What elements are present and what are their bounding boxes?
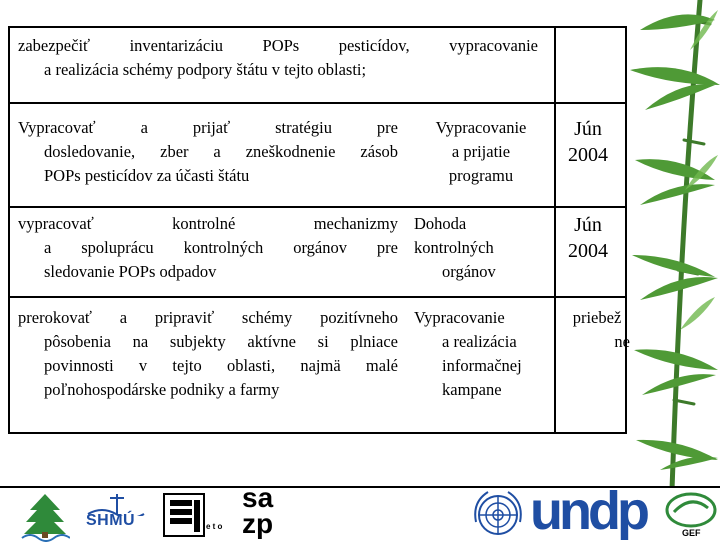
output-line: Vypracovanie <box>435 118 527 137</box>
task-line: zabezpečiť inventarizáciu POPs pesticídov, vypracovanie <box>18 36 538 55</box>
table-row <box>10 102 625 206</box>
undp-logo-text: undp <box>530 488 646 541</box>
term-line: 2004 <box>568 240 608 262</box>
task-line: a spoluprácu kontrolných orgánov pre <box>44 238 398 257</box>
strategy-table <box>8 26 630 434</box>
table-row <box>10 206 625 296</box>
shmu-logo <box>84 488 150 542</box>
output-line: programu <box>448 166 514 185</box>
tree-logo-icon <box>20 488 70 542</box>
task-cell <box>18 34 538 82</box>
footer-logo-bar <box>0 482 720 542</box>
output-line: a prijatie <box>451 142 511 161</box>
output-line: kontrolných <box>414 238 494 257</box>
output-cell <box>414 212 554 284</box>
task-line: povinnosti v tejto oblasti, najmä malé <box>44 356 398 375</box>
task-line: pôsobenia na subjekty aktívne si plniace <box>44 332 398 351</box>
term-cell <box>555 212 621 264</box>
output-line: informačnej <box>442 356 522 375</box>
seto-logo <box>160 488 230 542</box>
table-row <box>10 28 625 102</box>
term-line: priebež <box>572 308 622 327</box>
sazp-logo <box>240 482 294 542</box>
sazp-logo-top: sa <box>242 482 274 513</box>
task-cell <box>18 212 398 284</box>
seto-logo-text: e t o <box>206 522 223 531</box>
task-cell <box>18 116 398 188</box>
output-line: orgánov <box>442 262 496 281</box>
building-icon <box>162 492 206 538</box>
term-line: Jún <box>574 214 602 236</box>
shmu-logo-text: SHMÚ <box>86 512 136 529</box>
output-line: Dohoda <box>414 214 467 233</box>
output-cell <box>411 116 551 188</box>
gef-swirl-icon <box>664 490 718 530</box>
term-cell <box>555 116 621 168</box>
undp-logo <box>530 488 656 542</box>
gef-logo-text: GEF <box>682 528 701 538</box>
task-line: dosledovanie, zber a zneškodnenie zásob <box>44 142 398 161</box>
output-cell <box>414 306 554 402</box>
task-cell <box>18 306 398 402</box>
output-line: Vypracovanie <box>414 308 505 327</box>
task-line: POPs pesticídov za účasti štátu <box>44 166 250 185</box>
output-line: kampane <box>442 380 502 399</box>
term-line: Jún <box>574 118 602 140</box>
output-line: a realizácia <box>442 332 517 351</box>
gef-logo <box>664 488 718 542</box>
term-cell <box>558 306 636 354</box>
term-line: ne <box>614 332 630 351</box>
task-line: sledovanie POPs odpadov <box>44 262 217 281</box>
task-line: poľnohospodárske podniky a farmy <box>44 380 280 399</box>
term-line: 2004 <box>568 144 608 166</box>
sazp-logo-bottom: zp <box>242 508 274 539</box>
task-line: Vypracovať a prijať stratégiu pre <box>18 118 398 137</box>
task-line: prerokovať a pripraviť schémy pozitívneho <box>18 308 398 327</box>
task-line: vypracovať kontrolné mechanizmy <box>18 214 398 233</box>
table-row <box>10 296 630 432</box>
un-emblem-icon <box>470 488 526 542</box>
task-line: a realizácia schémy podpory štátu v tejto oblasti; <box>44 60 367 79</box>
